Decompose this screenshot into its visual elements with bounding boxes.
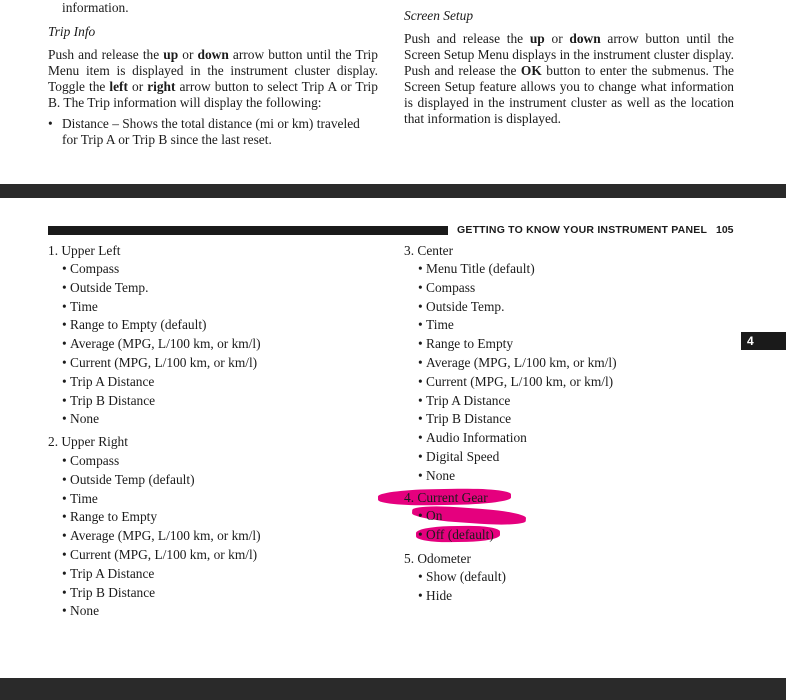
option-item: • Digital Speed: [418, 448, 617, 467]
option-item: • Trip A Distance: [62, 373, 261, 392]
trip-distance-bullet: • Distance – Shows the total distance (mi or km) traveled for Trip A or Trip B since the last reset.: [48, 116, 378, 148]
trip-info-paragraph: Push and release the up or down arrow button until the Trip Menu item is displayed in the instrument cluster display. Toggle the left or right arrow button to select Trip A or Trip B. The Trip information will display the following:: [48, 47, 378, 110]
option-item: • Trip B Distance: [418, 410, 617, 429]
option-item: • Trip A Distance: [62, 565, 261, 584]
page-number: 105: [716, 224, 734, 236]
option-item: • Time: [62, 298, 261, 317]
option-item: • None: [62, 602, 261, 621]
page-separator-band: [0, 184, 786, 198]
center-options: [418, 260, 617, 486]
header-rule: [48, 226, 448, 235]
odometer-options: [418, 568, 506, 606]
option-item: • Compass: [418, 279, 617, 298]
option-item: • Hide: [418, 587, 506, 606]
option-item: • None: [418, 467, 617, 486]
option-item: • Time: [62, 490, 261, 509]
option-item: • Average (MPG, L/100 km, or km/l): [418, 354, 617, 373]
list-heading: 1. Upper Left: [48, 243, 121, 258]
option-item: • Compass: [62, 260, 261, 279]
option-item: • Time: [418, 316, 617, 335]
option-item: • Compass: [62, 452, 261, 471]
upper-right-options: [62, 452, 261, 621]
option-item: • Current (MPG, L/100 km, or km/l): [62, 546, 261, 565]
option-item: • Current (MPG, L/100 km, or km/l): [418, 373, 617, 392]
option-item: • Audio Information: [418, 429, 617, 448]
list-heading: 2. Upper Right: [48, 434, 128, 449]
carryover-text: information.: [62, 0, 129, 15]
option-item: • Range to Empty: [418, 335, 617, 354]
option-item: • None: [62, 410, 261, 429]
option-item: • Trip B Distance: [62, 584, 261, 603]
trip-info-bullets: [48, 116, 378, 148]
option-item: • Off (default): [418, 526, 494, 545]
option-item: • Range to Empty: [62, 508, 261, 527]
list-heading: 3. Center: [404, 243, 454, 258]
page-bottom-band: [0, 678, 786, 700]
option-item: • Outside Temp (default): [62, 471, 261, 490]
section-title: GETTING TO KNOW YOUR INSTRUMENT PANEL: [457, 224, 708, 236]
option-item: • Range to Empty (default): [62, 316, 261, 335]
chapter-tab: 4: [741, 332, 786, 350]
option-item: • Outside Temp.: [62, 279, 261, 298]
list-heading: 4. Current Gear: [404, 490, 488, 505]
current-gear-options: [418, 507, 494, 545]
list-heading: 5. Odometer: [404, 551, 471, 566]
option-item: • Trip B Distance: [62, 392, 261, 411]
screen-setup-heading: Screen Setup: [404, 8, 474, 23]
option-item: • Current (MPG, L/100 km, or km/l): [62, 354, 261, 373]
trip-info-heading: Trip Info: [48, 24, 96, 39]
upper-left-options: [62, 260, 261, 429]
option-item: • Show (default): [418, 568, 506, 587]
option-item: • Menu Title (default): [418, 260, 617, 279]
screen-setup-paragraph: Push and release the up or down arrow button until the Screen Setup Menu displays in the instrument cluster display. Push and release the OK button to enter the submenus. The Screen Setup feature allows you to change what information is displayed in the instrument cluster as well as the location that information is displayed.: [404, 31, 734, 126]
option-item: • Average (MPG, L/100 km, or km/l): [62, 527, 261, 546]
option-item: • On: [418, 507, 494, 526]
option-item: • Average (MPG, L/100 km, or km/l): [62, 335, 261, 354]
option-item: • Outside Temp.: [418, 298, 617, 317]
option-item: • Trip A Distance: [418, 392, 617, 411]
